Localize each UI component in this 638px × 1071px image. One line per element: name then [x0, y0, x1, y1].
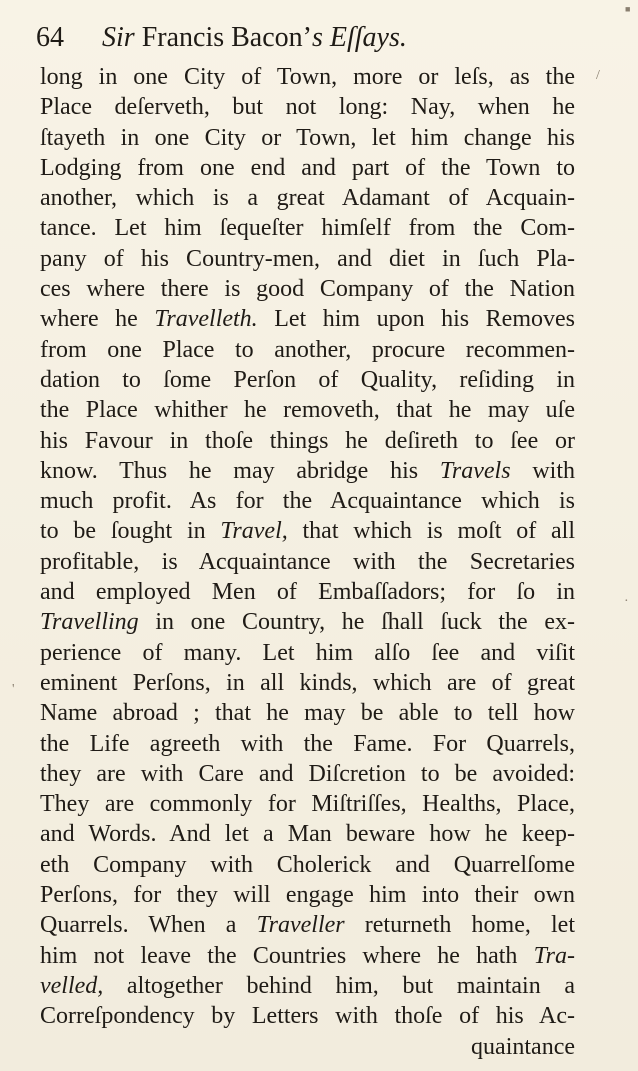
- page-number: 64: [36, 22, 64, 53]
- text-segment: eth Company with Cholerick and Quarrelſome: [40, 851, 575, 878]
- text-line: [40, 62, 575, 92]
- text-line: [40, 668, 575, 698]
- text-segment: much profit. As for the Acquaintance which is: [40, 488, 575, 515]
- italic-text: Travels: [439, 457, 511, 484]
- text-segment: profitable, is Acquaintance with the Secretaries: [40, 548, 575, 575]
- text-segment: perience of many. Let him alſo ſee and viſit: [40, 639, 575, 666]
- margin-mark: /: [596, 68, 600, 83]
- text-segment: Let him upon his Removes: [257, 306, 575, 333]
- text-segment: with: [510, 457, 575, 484]
- text-segment: eminent Perſons, in all kinds, which are of great: [40, 669, 575, 696]
- italic-text: Travelling: [40, 609, 139, 636]
- margin-mark: ■: [625, 4, 631, 14]
- text-segment: Perſons, for they will engage him into their own: [40, 882, 575, 909]
- text-segment: Quarrels. When a: [40, 912, 257, 939]
- text-segment: another, which is a great Adamant of Acquain-: [40, 185, 575, 212]
- text-line: [40, 456, 575, 486]
- text-line: [40, 789, 575, 819]
- running-head-italic-essays: s Eſſays.: [311, 22, 407, 53]
- text-line: [40, 1001, 575, 1031]
- text-segment: his Favour in thoſe things he deſireth to ſee or: [40, 427, 575, 454]
- text-segment: Place deſerveth, but not long: Nay, when he: [40, 94, 575, 121]
- text-line: [40, 516, 575, 546]
- text-segment: and employed Men of Embaſſadors; for ſo in: [40, 579, 575, 606]
- text-segment: long in one City of Town, more or leſs, as the: [40, 64, 575, 90]
- text-line: [40, 1032, 575, 1062]
- text-segment: returneth home, let: [344, 912, 575, 939]
- text-line: [40, 365, 575, 395]
- text-line: [40, 729, 575, 759]
- text-segment: ces where there is good Company of the Nation: [40, 276, 575, 303]
- text-segment: pany of his Country-men, and diet in ſuch Pla-: [40, 245, 575, 272]
- text-segment: They are commonly for Miſtriſſes, Healths, Place,: [40, 791, 575, 818]
- text-line: [40, 547, 575, 577]
- italic-text: Traveller: [256, 912, 345, 939]
- text-line: [40, 880, 575, 910]
- text-line: [40, 183, 575, 213]
- text-segment: Correſpondency by Letters with thoſe of his Ac-: [40, 1003, 575, 1030]
- text-line: [40, 274, 575, 304]
- text-line: [40, 971, 575, 1001]
- text-line: [40, 607, 575, 637]
- text-line: [40, 698, 575, 728]
- running-head-italic-sir: Sir: [102, 22, 135, 53]
- essay-text-block: [40, 62, 575, 1062]
- italic-text: Tra-: [533, 942, 575, 969]
- page-header: [36, 18, 596, 58]
- text-line: [40, 759, 575, 789]
- text-segment: quaintance: [471, 1033, 575, 1060]
- text-segment: the Life agreeth with the Fame. For Quarrels,: [40, 730, 575, 757]
- text-segment: dation to ſome Perſon of Quality, reſiding in: [40, 366, 575, 393]
- text-line: [40, 819, 575, 849]
- text-segment: know. Thus he may abridge his: [40, 457, 440, 484]
- text-line: [40, 910, 575, 940]
- text-line: [40, 123, 575, 153]
- margin-mark: ': [12, 682, 15, 697]
- text-line: [40, 153, 575, 183]
- text-line: [40, 486, 575, 516]
- text-segment: where he: [40, 306, 155, 333]
- text-segment: to be ſought in: [40, 518, 221, 545]
- text-segment: tance. Let him ſequeſter himſelf from the Com-: [40, 215, 575, 242]
- text-segment: altogether behind him, but maintain a: [103, 972, 575, 999]
- text-line: [40, 941, 575, 971]
- text-line: [40, 577, 575, 607]
- text-line: [40, 395, 575, 425]
- italic-text: Travel,: [220, 518, 288, 545]
- italic-text: Travelleth.: [154, 306, 258, 333]
- text-line: [40, 92, 575, 122]
- text-line: [40, 244, 575, 274]
- text-segment: that which is moſt of all: [287, 518, 575, 545]
- text-segment: they are with Care and Diſcretion to be avoided:: [40, 760, 575, 787]
- text-segment: in one Country, he ſhall ſuck the ex-: [138, 609, 575, 636]
- text-line: [40, 213, 575, 243]
- text-line: [40, 850, 575, 880]
- text-segment: ſtayeth in one City or Town, let him change his: [40, 124, 575, 151]
- italic-text: velled,: [40, 972, 104, 999]
- running-head: [102, 18, 407, 58]
- text-segment: the Place whither he removeth, that he may uſe: [40, 397, 575, 424]
- margin-mark: ·: [624, 594, 629, 609]
- text-segment: from one Place to another, procure recommen-: [40, 336, 575, 363]
- text-line: [40, 304, 575, 334]
- text-line: [40, 638, 575, 668]
- text-line: [40, 426, 575, 456]
- text-segment: Lodging from one end and part of the Town to: [40, 154, 575, 181]
- text-line: [40, 335, 575, 365]
- text-segment: Name abroad ; that he may be able to tell how: [40, 700, 575, 727]
- text-segment: and Words. And let a Man beware how he keep-: [40, 821, 575, 848]
- running-head-roman: Francis Bacon’: [141, 22, 312, 53]
- text-segment: him not leave the Countries where he hath: [40, 942, 534, 969]
